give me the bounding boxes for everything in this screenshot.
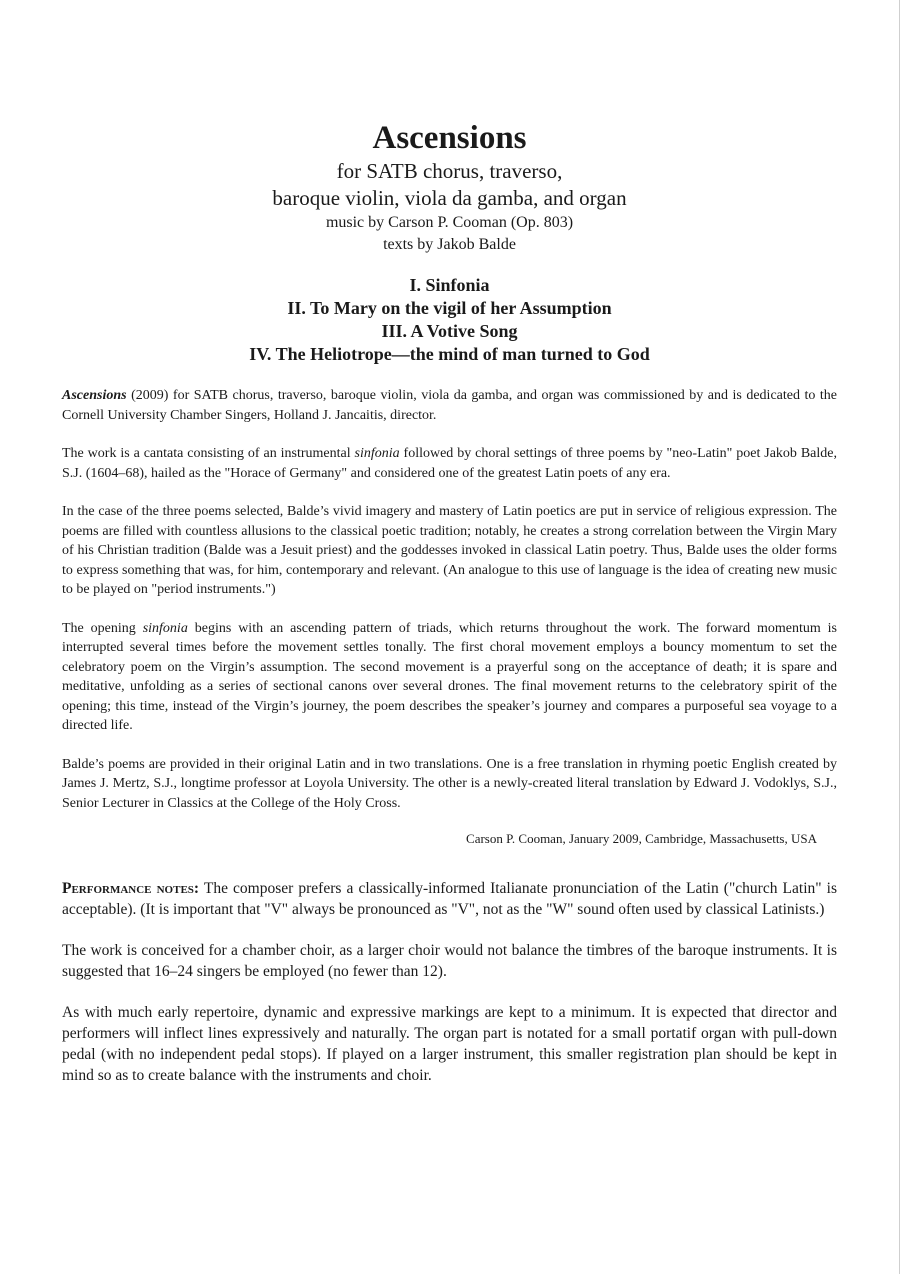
intro-paragraph-3: In the case of the three poems selected, Balde’s vivid imagery and mastery of Latin poetics are put in service of religious expression. The poems are filled with countless allusions to the classical poetic tradition; notably, he creates a strong correlation between the Virgin Mary of his Christian tradition (Balde was a Jesuit priest) and the goddesses invoked in classical Latin poetry. Thus, Balde uses the older forms to express something that was, for him, contemporary and relevant. (An analogue to this use of language is the idea of creating new music to be played on "period instruments.")	[62, 504, 837, 597]
intro-paragraph-4-italic: sinfonia	[142, 620, 188, 636]
notes-paragraph-3: As with much early repertoire, dynamic and expressive markings are kept to a minimum. It is expected that director and performers will inflect lines expressively and naturally. The organ part is notated for a small portatif organ with pull-down pedal (with no independent pedal stops). If played on a larger instrument, this smaller registration plan should be kept in mind so as to create balance with the instruments and choir.	[62, 1004, 837, 1084]
intro-paragraph-4	[62, 619, 837, 736]
notes-paragraph-2: The work is conceived for a chamber choir, as a larger choir would not balance the timbres of the baroque instruments. It is suggested that 16–24 singers be employed (no fewer than 12).	[62, 942, 837, 980]
music-credit: music by Carson P. Cooman (Op. 803)	[325, 214, 574, 231]
subtitle-line-1: for SATB chorus, traverso,	[336, 159, 563, 183]
intro-paragraph-1	[62, 386, 837, 425]
intro-paragraph-1-text: (2009) for SATB chorus, traverso, baroque violin, viola da gamba, and organ was commissioned by and is dedicated to the Cornell University Chamber Singers, Holland J. Jancaitis, director.	[62, 388, 837, 423]
movement-item: IV. The Heliotrope—the mind of man turned to God	[249, 344, 650, 364]
notes-paragraph-1-text: The composer prefers a classically-informed Italianate pronunciation of the Latin ("church Latin" is acceptable). (It is important that "V" always be pronounced as "V", not as the "W" sound often used by classical Latinists.)	[62, 880, 837, 918]
text-credit: texts by Jakob Balde	[383, 236, 516, 253]
intro-paragraph-2	[62, 444, 837, 483]
notes-label: Performance notes:	[62, 880, 200, 897]
movement-item: I. Sinfonia	[409, 275, 490, 295]
signature-line: Carson P. Cooman, January 2009, Cambridge, Massachusetts, USA	[466, 831, 817, 846]
intro-paragraph-2-italic: sinfonia	[354, 446, 400, 461]
movement-item: II. To Mary on the vigil of her Assumption	[287, 298, 612, 318]
page-title: Ascensions	[372, 120, 527, 156]
intro-paragraph-4-after: begins with an ascending pattern of triads, which returns throughout the work. The forward momentum is interrupted several times before the movement settles tonally. The first choral movement employs a bouncy momentum to set the celebratory poem on the Virgin’s assumption. The second movement is a prayerful song on the acceptance of death; it is spare and meditative, unfolding as a series of sectional canons over several drones. The final movement returns to the celebratory spirit of the opening; this time, instead of the Virgin’s journey, the poem describes the speaker’s journey and compares a purposeful sea voyage to a directed life.	[62, 620, 837, 733]
work-title-inline: Ascensions	[62, 388, 127, 403]
performance-notes	[62, 878, 837, 1086]
intro-paragraph-4-before: The opening	[62, 620, 143, 636]
intro-paragraph-5: Balde’s poems are provided in their original Latin and in two translations. One is a free translation in rhyming poetic English created by James J. Mertz, S.J., longtime professor at Loyola University. The other is a newly-created literal translation by Edward J. Vodoklys, S.J., Senior Lecturer in Classics at the College of the Holy Cross.	[62, 756, 837, 811]
program-note	[62, 386, 837, 848]
title-block	[62, 0, 837, 256]
subtitle-line-2: baroque violin, viola da gamba, and organ	[272, 186, 627, 210]
notes-paragraph-1	[62, 878, 837, 920]
movement-list	[62, 274, 837, 366]
intro-paragraph-2-before: The work is a cantata consisting of an instrumental	[62, 446, 355, 461]
intro-paragraph-2-after: followed by choral settings of three poems by "neo-Latin" poet Jakob Balde, S.J. (1604–68), hailed as the "Horace of Germany" and considered one of the greatest Latin poets of any era.	[62, 446, 837, 481]
movement-item: III. A Votive Song	[381, 321, 518, 341]
